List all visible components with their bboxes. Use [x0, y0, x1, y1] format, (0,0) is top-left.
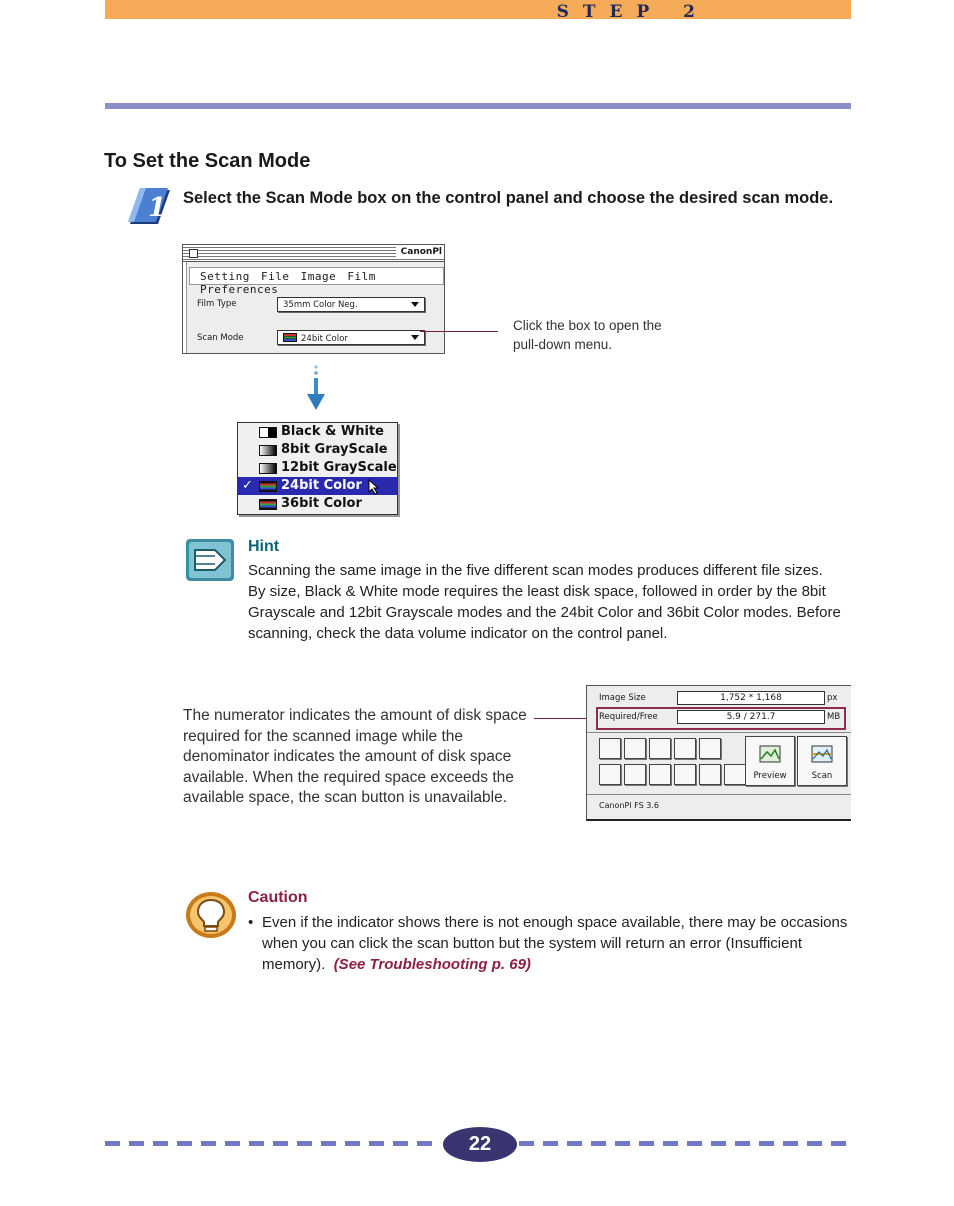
caution-bulb-icon: [185, 891, 237, 939]
hint-title: Hint: [248, 538, 280, 555]
caution-body: [248, 912, 848, 975]
menu-item-label: 12bit GrayScale: [281, 460, 397, 475]
troubleshooting-link[interactable]: (See Troubleshooting p. 69): [333, 956, 531, 973]
hint-arrow-icon: [185, 538, 235, 582]
control-panel-screenshot: [182, 244, 445, 354]
footer-dashes-left: [105, 1141, 441, 1146]
numerator-note: The numerator indicates the amount of disk space required for the scanned image while the denominator indicates the amount of disk space available. When the required space exceeds the available space, the scan button is unavailable.: [183, 707, 527, 806]
close-box-icon[interactable]: [189, 249, 198, 258]
color-adjust-icon[interactable]: [699, 764, 721, 785]
callout-line-1: Click the box to open the: [513, 318, 662, 333]
callout-line-2: pull-down menu.: [513, 337, 613, 352]
menu-item-label: Black & White: [281, 424, 384, 439]
callout-line: [420, 331, 498, 332]
header-bar: [105, 0, 851, 22]
image-size-label: Image Size: [599, 693, 646, 703]
grayscale-swatch-icon: [259, 463, 277, 474]
invert-icon[interactable]: [649, 738, 671, 759]
callout-text: [513, 316, 662, 354]
footer-dashes-right: [519, 1141, 851, 1146]
caution-text: Even if the indicator shows there is not enough space available, there may be occasions when you can click the scan button but the system will return an error (Insufficient memory).: [262, 914, 848, 973]
menu-item-36bit-color[interactable]: [238, 495, 397, 513]
panel-title: CanonPl: [396, 247, 444, 257]
mouse-pointer-icon: [368, 479, 382, 495]
menu-item-label: 8bit GrayScale: [281, 442, 388, 457]
required-free-unit: MB: [827, 712, 841, 722]
menu-item-label: 24bit Color: [281, 478, 362, 493]
step-number-icon: [128, 184, 172, 226]
header-rule: [105, 103, 851, 109]
bw-swatch-icon: [259, 427, 277, 438]
image-size-unit: px: [827, 693, 838, 703]
panel-body: [186, 262, 444, 353]
version-label: CanonPl FS 3.6: [599, 801, 659, 810]
film-type-value: 35mm Color Neg.: [283, 300, 358, 310]
film-type-label: Film Type: [197, 299, 237, 309]
data-volume-indicator-screenshot: [586, 685, 851, 821]
panel-divider: [587, 732, 851, 733]
preview-button[interactable]: [745, 736, 795, 786]
color-swatch-icon: [259, 499, 277, 510]
chevron-down-icon: [411, 335, 419, 340]
scan-mode-popup-menu: [237, 422, 398, 515]
menu-image[interactable]: Image: [300, 270, 337, 283]
step-label: STEP 2: [556, 2, 709, 22]
scan-mode-value: 24bit Color: [301, 334, 348, 344]
chevron-down-icon: [411, 302, 419, 307]
menu-setting[interactable]: Setting: [200, 270, 250, 283]
image-icon[interactable]: [674, 764, 696, 785]
bullet: •: [248, 914, 254, 931]
preview-label: Preview: [753, 771, 787, 781]
down-arrow-icon: [304, 364, 328, 412]
menu-item-12bit-grayscale[interactable]: [238, 459, 397, 477]
menu-item-black-white[interactable]: [238, 423, 397, 441]
zoom-in-icon[interactable]: [599, 764, 621, 785]
scan-button[interactable]: [797, 736, 847, 786]
scan-mode-select[interactable]: [277, 330, 425, 345]
menu-preferences[interactable]: Preferences: [200, 283, 279, 296]
panel-titlebar: [183, 245, 444, 262]
menu-file[interactable]: File: [260, 270, 290, 283]
color-swatch-icon: [259, 481, 277, 492]
menu-item-8bit-grayscale[interactable]: [238, 441, 397, 459]
required-free-field: 5.9 / 271.7: [677, 710, 825, 724]
flip-icon[interactable]: [699, 738, 721, 759]
rotate-left-icon[interactable]: [624, 738, 646, 759]
eyedropper-icon[interactable]: [724, 764, 746, 785]
section-title: To Set the Scan Mode: [104, 150, 311, 172]
scan-label: Scan: [811, 771, 833, 781]
mirror-icon[interactable]: [599, 738, 621, 759]
menu-item-24bit-color[interactable]: [238, 477, 397, 495]
color-swatch-icon: [283, 333, 297, 342]
page-number: 22: [443, 1127, 517, 1162]
preview-icon: [759, 745, 781, 763]
menu-item-label: 36bit Color: [281, 496, 362, 511]
film-type-select[interactable]: [277, 297, 425, 312]
zoom-out-icon[interactable]: [624, 764, 646, 785]
step-number: 1: [148, 193, 167, 223]
required-free-label: Required/Free: [599, 712, 658, 722]
scan-icon: [811, 745, 833, 763]
scan-mode-label: Scan Mode: [197, 333, 244, 343]
panel-divider: [587, 794, 851, 795]
grayscale-swatch-icon: [259, 445, 277, 456]
magnifier-icon[interactable]: [649, 764, 671, 785]
hint-body: Scanning the same image in the five different scan modes produces different file sizes. By size, Black & White mode requires the least disk space, followed in order by the 8bit Grayscale and 12bit Grayscale modes and the 24bit Color and 36bit Color modes. Before scanning, check the data volume indicator on the control panel.: [248, 562, 841, 642]
step-instruction: Select the Scan Mode box on the control panel and choose the desired scan mode.: [183, 189, 834, 207]
image-size-field: 1,752 * 1,168: [677, 691, 825, 705]
rotate-right-icon[interactable]: [674, 738, 696, 759]
caution-title: Caution: [248, 889, 308, 906]
checkmark-icon: ✓: [242, 478, 253, 493]
panel-menubar: [189, 267, 444, 296]
menu-film[interactable]: Film: [347, 270, 376, 283]
